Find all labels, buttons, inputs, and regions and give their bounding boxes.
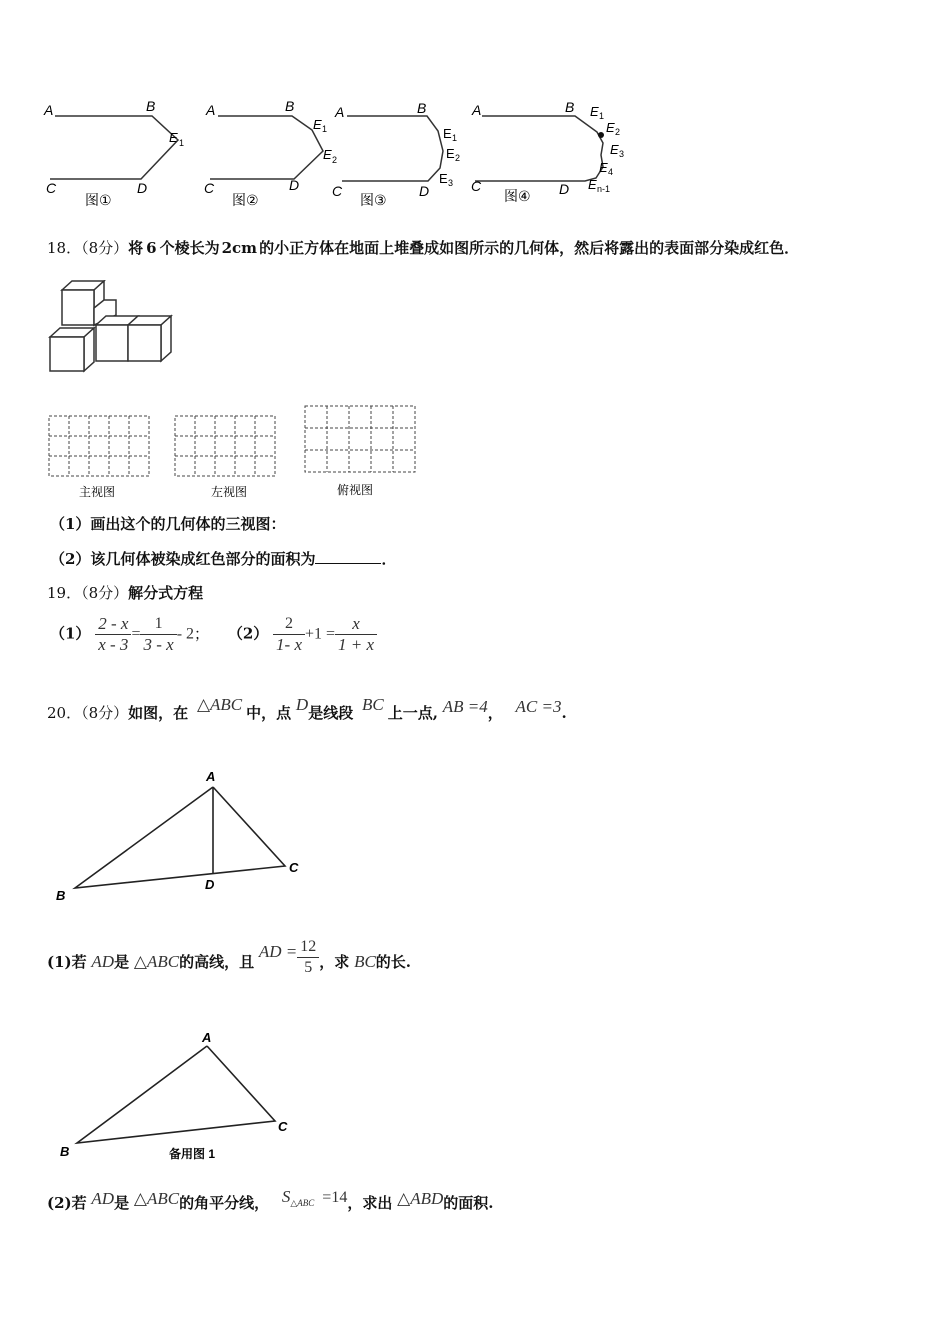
q19-p2-frac1 [273,614,305,655]
figure-1 [50,116,178,179]
fig3-label-e1-sub: 1 [452,133,458,143]
fig2-label-a: A [206,102,216,118]
q20-backup-c: C [278,1119,288,1134]
q20-seg-bc: BC [362,695,384,714]
fig1-label-e: E [169,130,178,145]
fig2-label-c: C [204,180,215,196]
fig4-dot [598,132,604,138]
fig2-label-b: B [285,98,295,114]
q20-sub1-prefix: (1)若 [47,953,87,971]
fig2-label-e2: E [323,147,332,162]
fig1-label-a: A [44,102,54,118]
q20-backup-a: A [202,1030,212,1045]
q20-sub2-is: 是 [114,1194,130,1212]
q18-sub1: （1）画出这个的几何体的三视图： [50,515,286,533]
q20-sub2-t3: 的面积. [443,1194,494,1212]
fig2-label-e2-sub: 2 [332,155,338,165]
q18-cube-figure [46,280,176,375]
q18-text-c: 个棱长为 [159,239,220,257]
q20-tri-abc: △ABC [196,695,243,714]
fig4-label-e2: E [606,120,615,135]
q19-p2-frac1-num: 2 [273,614,305,635]
grid-label-left: 左视图 [211,485,248,499]
fig4-label-a: A [472,102,482,118]
q20-sub2-t2: ，求出 [347,1194,393,1212]
fig2-label-e1: E [313,117,322,132]
q19-p1-frac2-num: 1 [140,614,176,635]
q20-sub1-num: 12 [297,937,319,958]
fig3-label-c: C [332,183,343,199]
fig4-label-b: B [565,99,575,115]
q20-sub1-is: 是 [114,953,130,971]
fig1-label-c: C [46,180,57,196]
fig4-label-e1: E [590,104,599,119]
figure-3 [342,116,443,181]
fig2-label-e1-sub: 1 [322,124,328,134]
q19-number: 19． [47,584,82,602]
q20-sub2-ad: AD [91,1189,115,1208]
q20-fig-a: A [206,769,216,784]
q20-sub2 [47,1186,493,1222]
q20-sub1-t1: 的高线，且 [179,953,255,971]
q19-title: 解分式方程 [128,584,204,602]
fig4-label-e4: E [599,160,608,175]
q20-sub1-t2: ，求 [319,953,350,971]
q18-text-d: 2cm [221,239,258,257]
q18-sub2-suffix: ． [381,550,397,568]
q19-score: （8分） [81,584,129,602]
q18-score: （8分） [81,239,129,257]
fig4-label-e3-sub: 3 [619,149,625,159]
q19-p1-eq: = [131,625,141,643]
q18-sub2 [50,548,396,569]
q19-stem [47,582,203,603]
grid-label-top: 俯视图 [337,483,374,497]
fig2-label-d: D [289,177,300,193]
q20-sub2-tri: △ABC [133,1189,180,1208]
q18-text-a: 将 [128,239,144,257]
q19-p2-mid: +1 = [305,625,336,643]
q20-sub1-tri: △ABC [133,952,180,971]
q20-sub1-bc: BC [354,952,376,971]
fig4-label-en1: E [588,177,597,192]
q19-p2-frac2-num: x [335,614,377,635]
q20-t3: 是线段 [308,704,354,722]
q20-sub2-t1: 的角平分线， [179,1194,270,1212]
fig4-label-e3: E [610,142,619,157]
q18-view-grids [46,402,421,502]
q20-period: . [561,704,567,722]
fig3-label-e3: E [439,171,448,186]
fig3-label-e2: E [446,146,455,161]
q18-text-b: 6 [146,239,157,257]
fig3-label-e2-sub: 2 [455,153,461,163]
q20-sub2-eq: =14 [322,1189,348,1206]
q18-stem [47,237,799,258]
q20-comma: ， [487,704,503,722]
q20-stem [47,695,567,728]
q20-ab-eq: AB =4 [442,697,488,716]
q20-fig-c: C [289,860,299,875]
q20-backup-caption: 备用图 1 [169,1147,216,1161]
fig3-caption: 图③ [360,192,387,208]
top-figures [40,95,650,215]
fig3-label-a: A [335,104,345,120]
fig4-label-e2-sub: 2 [615,127,621,137]
fig3-label-e3-sub: 3 [448,178,454,188]
q20-number: 20． [47,704,82,722]
q20-sub2-tri2: △ABD [397,1189,444,1208]
q20-fig-b: B [56,888,66,903]
fig4-label-en1-sub: n-1 [597,184,611,194]
q20-sub1-den: 5 [304,958,313,976]
fig3-label-b: B [417,100,427,116]
q19-p1-frac2 [140,614,176,655]
q19-p1-frac1-den: x - 3 [98,635,129,654]
q20-sub1-ad: AD [91,952,115,971]
q20-t4: 上一点, [387,704,438,722]
q20-sub2-sub: △ABC [290,1198,315,1208]
fig1-label-d: D [137,180,148,196]
fig1-caption: 图① [85,192,112,208]
fig1-label-b: B [146,98,156,114]
figure-2 [210,116,323,179]
q20-sub2-prefix: (2)若 [47,1194,87,1212]
q18-sub2-prefix: （2）该几何体被染成红色部分的面积为 [50,550,316,568]
fig4-label-c: C [471,178,482,194]
fig3-label-d: D [419,183,430,199]
fig4-label-e1-sub: 1 [599,111,605,121]
q19-p2-frac1-den: 1- x [276,635,302,654]
q19-p2-label: （2） [227,624,269,643]
q20-score: （8分） [81,704,129,722]
fig3-label-e1: E [443,126,452,141]
q20-sub2-s: S [281,1187,291,1206]
q19-p1-sep: ； [194,624,210,643]
q20-sub1-ad-eq: AD = [258,942,298,961]
grid-label-front: 主视图 [79,485,116,499]
fig4-caption: 图④ [504,188,531,204]
q18-number: 18． [47,239,82,257]
q19-p2-frac2 [335,614,377,655]
q19-p1-label: （1） [50,624,91,643]
q19-p1-tail: - 2 [176,625,195,643]
q20-sub1-frac [297,937,319,978]
q19-p2-frac2-den: 1 + x [338,635,375,654]
q20-sub1 [47,937,412,984]
fig4-label-e4-sub: 4 [608,167,614,177]
q20-triangle-figure [45,755,315,910]
q20-fig-d: D [205,877,215,892]
q20-sub1-t3: 的长. [375,953,412,971]
fig4-label-d: D [559,181,570,197]
q20-backup-figure [55,1028,305,1168]
q20-t2: 中，点 [246,704,292,722]
q19-p1-frac1 [95,614,131,655]
q20-point-d: D [295,695,309,714]
q19-equations [50,614,377,655]
fig1-label-e-sub: 1 [179,138,185,148]
q19-p1-frac2-den: 3 - x [143,635,174,654]
figure-4 [475,116,603,181]
q19-p1-frac1-num: 2 - x [95,614,131,635]
q18-text-e: 的小正方体在地面上堆叠成如图所示的几何体，然后将露出的表面部分染成红色． [259,239,800,257]
q20-t1: 如图，在 [128,704,189,722]
fig2-caption: 图② [232,192,259,208]
q20-backup-b: B [60,1144,70,1159]
q18-answer-blank[interactable] [315,549,381,564]
q20-ac-eq: AC =3 [515,697,562,716]
